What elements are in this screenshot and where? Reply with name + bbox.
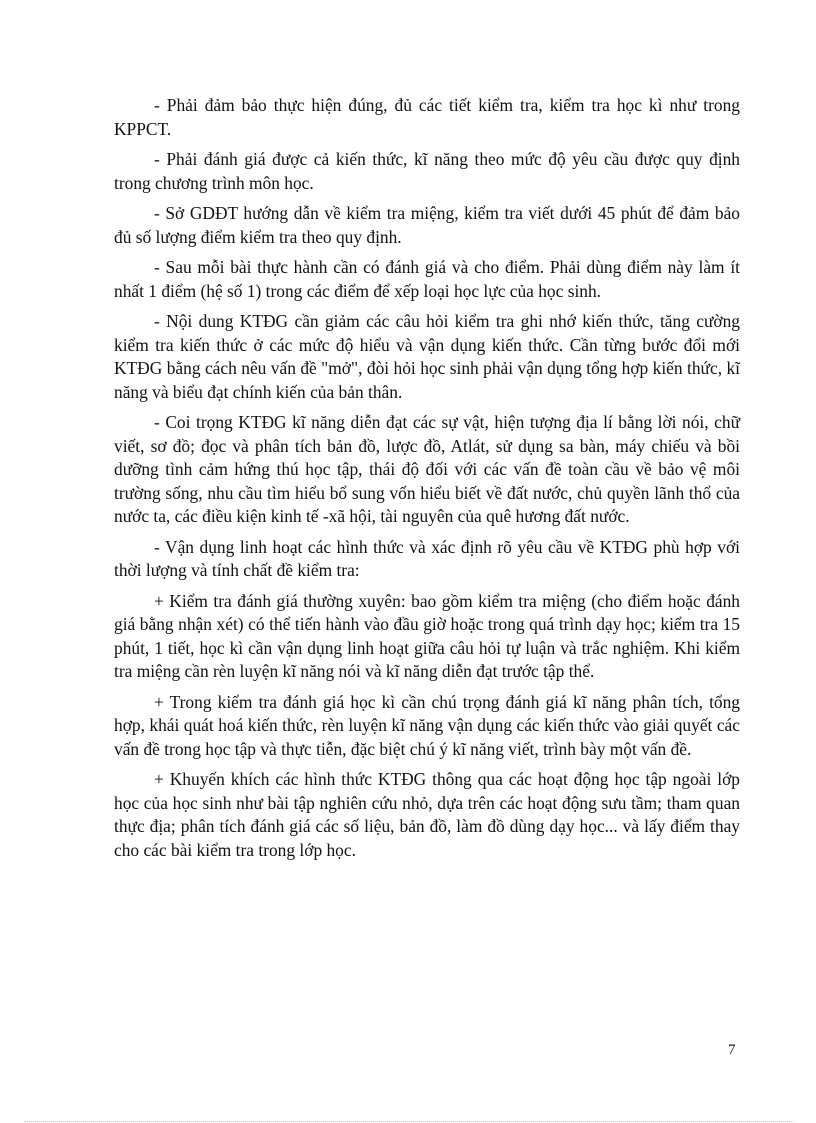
page-number: 7 [728,1042,736,1058]
paragraph-8: + Kiểm tra đánh giá thường xuyên: bao gồm kiểm tra miệng (cho điểm hoặc đánh giá bằng nhận xét) có thể tiến hành vào đầu giờ hoặc trong quá trình dạy học; kiểm tra 15 phút, 1 tiết, học kì cần vận dụng linh hoạt giữa câu hỏi tự luận và trắc nghiệm. Khi kiểm tra miệng cần rèn luyện kĩ năng nói và kĩ năng diễn đạt trước tập thể. [114,590,740,681]
paragraph-7: - Vận dụng linh hoạt các hình thức và xác định rõ yêu cầu về KTĐG phù hợp với thời lượng và tính chất đề kiểm tra: [114,536,740,580]
paragraph-9: + Trong kiểm tra đánh giá học kì cần chú trọng đánh giá kĩ năng phân tích, tổng hợp, khái quát hoá kiến thức, rèn luyện kĩ năng vận dụng các kiến thức vào giải quyết các vấn đề trong học tập và thực tiễn, đặc biệt chú ý kĩ năng viết, trình bày một vấn đề. [114,691,740,759]
paragraph-5: - Nội dung KTĐG cần giảm các câu hỏi kiểm tra ghi nhớ kiến thức, tăng cường kiểm tra kiến thức ở các mức độ hiểu và vận dụng kiến thức. Cần từng bước đổi mới KTĐG bằng cách nêu vấn đề "mở", đòi hỏi học sinh phải vận dụng tổng hợp kiến thức, kĩ năng và biểu đạt chính kiến của bản thân. [114,311,740,402]
paragraph-4: - Sau mỗi bài thực hành cần có đánh giá và cho điểm. Phải dùng điểm này làm ít nhất 1 điểm (hệ số 1) trong các điểm để xếp loại học lực của học sinh. [114,257,740,301]
document-body [114,94,740,869]
paragraph-2: - Phải đánh giá được cả kiến thức, kĩ năng theo mức độ yêu cầu được quy định trong chương trình môn học. [114,149,740,193]
paragraph-6: - Coi trọng KTĐG kĩ năng diễn đạt các sự vật, hiện tượng địa lí bằng lời nói, chữ viết, sơ đồ; đọc và phân tích bản đồ, lược đồ, Atlát, sử dụng sa bàn, máy chiếu và bồi dưỡng tình cảm hứng thú học tập, thái độ đối với các vấn đề toàn cầu về bảo vệ môi trường sống, nhu cầu tìm hiểu bổ sung vốn hiểu biết về đất nước, chủ quyền lãnh thổ của nước ta, các điều kiện kinh tế -xã hội, tài nguyên của quê hương đất nước. [114,412,740,526]
paragraph-10: + Khuyến khích các hình thức KTĐG thông qua các hoạt động học tập ngoài lớp học của học sinh như bài tập nghiên cứu nhỏ, dựa trên các hoạt động sưu tầm; tham quan thực địa; phân tích đánh giá các số liệu, bản đồ, làm đồ dùng dạy học... và lấy điểm thay cho các bài kiểm tra trong lớp học. [114,769,740,860]
page-bottom-divider [24,1121,794,1122]
paragraph-3: - Sở GDĐT hướng dẫn về kiểm tra miệng, kiểm tra viết dưới 45 phút để đảm bảo đủ số lượng điểm kiểm tra theo quy định. [114,203,740,247]
paragraph-1: - Phải đảm bảo thực hiện đúng, đủ các tiết kiểm tra, kiểm tra học kì như trong KPPCT. [114,95,740,139]
